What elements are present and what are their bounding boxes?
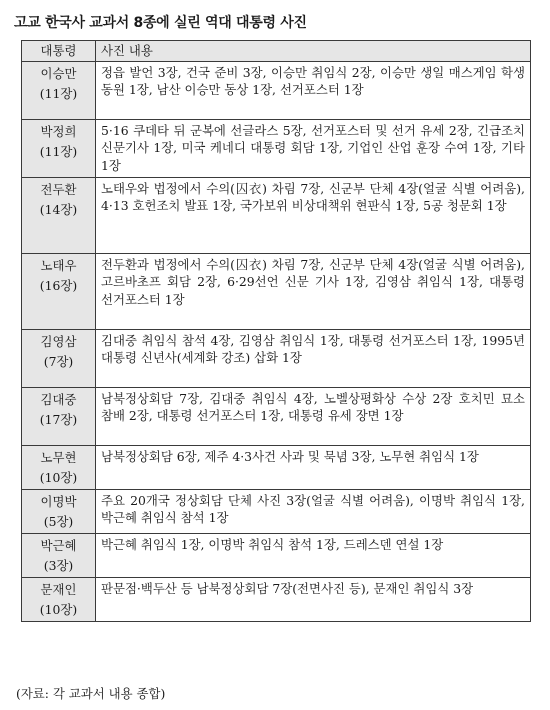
table-row (22, 489, 531, 533)
president-name: 노태우 (40, 257, 77, 273)
table-header-row (22, 41, 531, 62)
president-cell (22, 329, 96, 387)
photo-content-cell: 전두환과 법정에서 수의(囚衣) 차림 7장, 신군부 단체 4장(얼굴 식별 어려움), 고르바초프 회담 2장, 6·29선언 신문 기사 1장, 김영삼 취임식 1장, 대통령 선거포스터 1장 (96, 253, 531, 329)
president-name: 전두환 (40, 181, 77, 197)
president-cell (22, 61, 96, 119)
photo-count: (17장) (39, 411, 78, 427)
photo-content-cell: 노태우와 법정에서 수의(囚衣) 차림 7장, 신군부 단체 4장(얼굴 식별 어려움), 4·13 호헌조치 발표 1장, 국가보위 비상대책위 현판식 1장, 5공 청문회 1장 (96, 177, 531, 253)
photo-content-cell: 김대중 취임식 참석 4장, 김영삼 취임식 1장, 대통령 선거포스터 1장, 1995년 대통령 신년사(세계화 강조) 삽화 1장 (96, 329, 531, 387)
president-name: 노무현 (40, 449, 77, 465)
table-row (22, 577, 531, 621)
photo-count: (11장) (39, 143, 78, 159)
president-cell (22, 445, 96, 489)
president-cell (22, 387, 96, 445)
photo-content-cell: 주요 20개국 정상회담 단체 사진 3장(얼굴 식별 어려움), 이명박 취임식 1장, 박근혜 취임식 참석 1장 (96, 489, 531, 533)
table-row (22, 329, 531, 387)
photo-content-cell: 정읍 발언 3장, 건국 준비 3장, 이승만 취임식 2장, 이승만 생일 매스게임 학생 동원 1장, 남산 이승만 동상 1장, 선거포스터 1장 (96, 61, 531, 119)
table-row (22, 445, 531, 489)
table-row (22, 253, 531, 329)
header-photo-content: 사진 내용 (96, 41, 531, 62)
president-name: 박근혜 (40, 537, 77, 553)
president-name: 이승만 (40, 65, 77, 81)
photo-count: (14장) (39, 201, 78, 217)
president-photo-table (21, 40, 531, 622)
table-row (22, 119, 531, 177)
table-row (22, 177, 531, 253)
photo-count: (10장) (39, 469, 78, 485)
photo-count: (16장) (39, 277, 78, 293)
president-name: 김영삼 (40, 333, 77, 349)
president-name: 김대중 (40, 391, 77, 407)
president-cell (22, 577, 96, 621)
president-cell (22, 533, 96, 577)
president-cell (22, 119, 96, 177)
source-note: (자료: 각 교과서 내용 종합) (16, 686, 166, 701)
photo-count: (7장) (43, 353, 74, 369)
photo-content-cell: 남북정상회담 7장, 김대중 취임식 4장, 노벨상평화상 수상 2장 호치민 묘소 참배 2장, 대통령 선거포스터 1장, 대통령 유세 장면 1장 (96, 387, 531, 445)
president-cell (22, 253, 96, 329)
president-cell (22, 489, 96, 533)
page-title: 고교 한국사 교과서 8종에 실린 역대 대통령 사진 (14, 15, 307, 31)
table-row (22, 387, 531, 445)
photo-count: (10장) (39, 601, 78, 617)
president-name: 문재인 (40, 581, 77, 597)
photo-content-cell: 5·16 쿠데타 뒤 군복에 선글라스 5장, 선거포스터 및 선거 유세 2장, 긴급조치 신문기사 1장, 미국 케네디 대통령 회담 1장, 기업인 산업 훈장 수여 1장, 기타 1장 (96, 119, 531, 177)
photo-count: (11장) (39, 85, 78, 101)
table-row (22, 533, 531, 577)
photo-count: (3장) (43, 557, 74, 573)
president-name: 이명박 (40, 493, 77, 509)
photo-content-cell: 남북정상회담 6장, 제주 4·3사건 사과 및 묵념 3장, 노무현 취임식 1장 (96, 445, 531, 489)
president-name: 박정희 (40, 123, 77, 139)
header-president: 대통령 (22, 41, 96, 62)
president-cell (22, 177, 96, 253)
table-row (22, 61, 531, 119)
photo-content-cell: 박근혜 취임식 1장, 이명박 취임식 참석 1장, 드레스덴 연설 1장 (96, 533, 531, 577)
photo-count: (5장) (43, 513, 74, 529)
photo-content-cell: 판문점·백두산 등 남북정상회담 7장(전면사진 등), 문재인 취임식 3장 (96, 577, 531, 621)
